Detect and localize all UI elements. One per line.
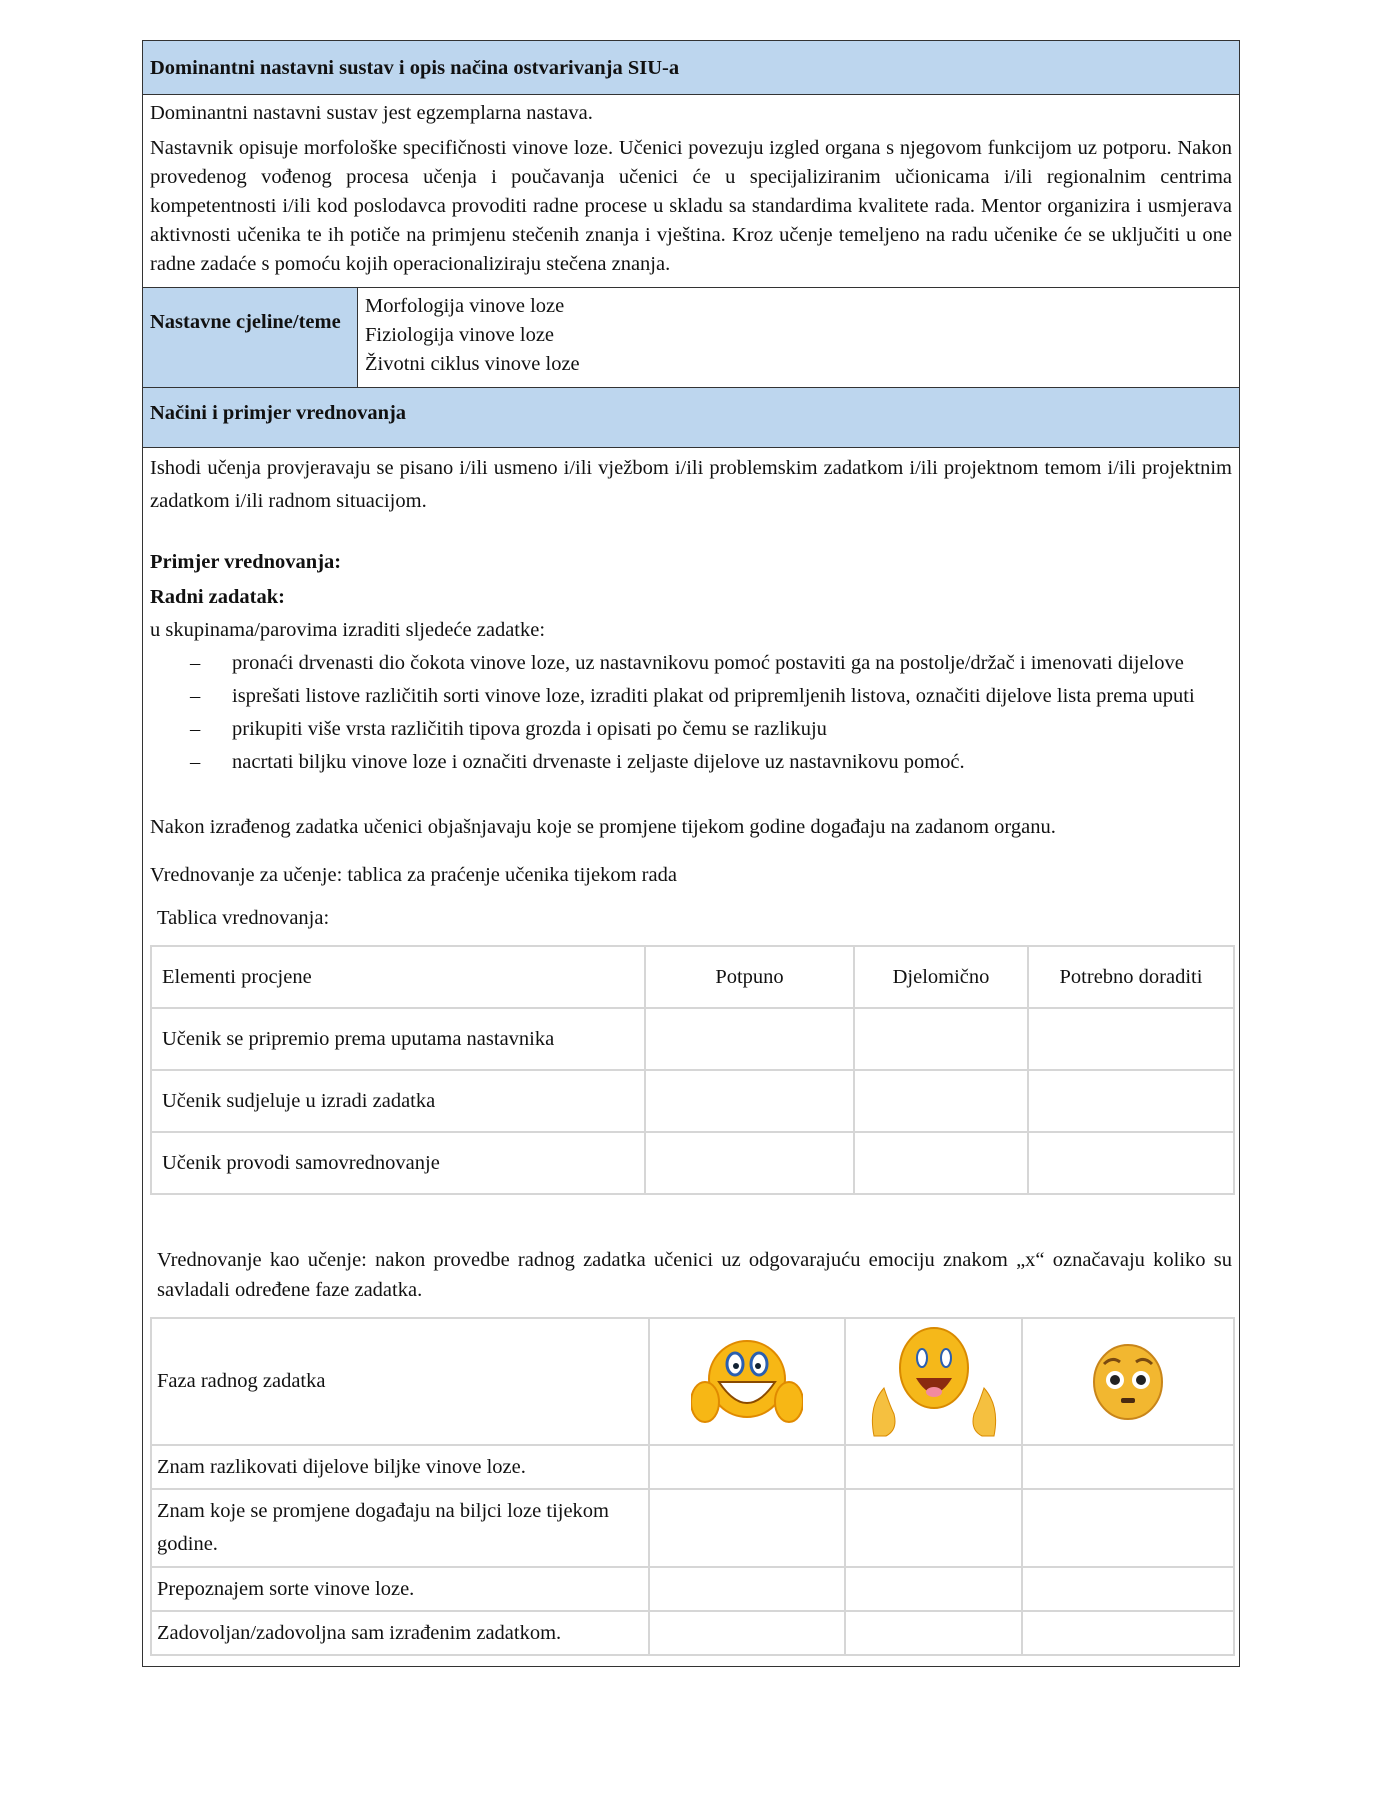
check-cell[interactable]	[1028, 1070, 1234, 1132]
column-header: Faza radnog zadatka	[151, 1318, 649, 1445]
assessment-table	[150, 945, 1235, 1195]
flushed-face-icon	[1090, 1342, 1166, 1422]
check-cell[interactable]	[645, 1132, 854, 1194]
mark-cell[interactable]	[649, 1445, 845, 1489]
units-label: Nastavne cjeline/teme	[143, 288, 358, 387]
eval-for-text: Vrednovanje za učenje: tablica za praćenje učenika tijekom rada	[150, 864, 677, 886]
mark-cell[interactable]	[845, 1445, 1022, 1489]
units-list	[358, 288, 587, 387]
check-cell[interactable]	[854, 1070, 1028, 1132]
task-item: – isprešati listove različitih sorti vinove loze, izraditi plakat od pripremljenih listova, označiti dijelove lista prema uputi	[190, 680, 1232, 713]
table-row	[151, 1070, 1234, 1132]
check-cell[interactable]	[854, 1132, 1028, 1194]
row-label: Zadovoljan/zadovoljna sam izrađenim zadatkom.	[151, 1611, 649, 1655]
column-header: Potpuno	[645, 946, 854, 1008]
mark-cell[interactable]	[845, 1567, 1022, 1611]
mark-cell[interactable]	[845, 1489, 1022, 1567]
self-assessment-table	[150, 1317, 1235, 1656]
happy-thumbs-up-icon	[864, 1326, 1004, 1438]
row-label: Znam razlikovati dijelove biljke vinove loze.	[151, 1445, 649, 1489]
task-item: – prikupiti više vrsta različitih tipova grozda i opisati po čemu se razlikuju	[190, 713, 1232, 746]
check-cell[interactable]	[1028, 1132, 1234, 1194]
table-caption: Tablica vrednovanja:	[157, 907, 330, 929]
column-header: Elementi procjene	[151, 946, 645, 1008]
example-heading: Primjer vrednovanja:	[150, 551, 342, 573]
column-header: Djelomično	[854, 946, 1028, 1008]
row-label: Znam koje se promjene događaju na biljci loze tijekom godine.	[151, 1489, 649, 1567]
units-row	[143, 288, 1239, 388]
mark-cell[interactable]	[649, 1489, 845, 1567]
table-row	[151, 1132, 1234, 1194]
table-row	[151, 1611, 1234, 1655]
check-cell[interactable]	[645, 1008, 854, 1070]
paragraph: Nastavnik opisuje morfološke specifičnosti vinove loze. Učenici povezuju izgled organa s njegovom funkcijom uz potporu. Nakon provedenog vođenog procesa učenja i poučavanja učenici će u specijaliziranim učionicama i/ili regionalnim centrima kompetentnosti i/ili kod poslodavca provoditi radne procese u skladu sa standardima kvalitete rada. Mentor organizira i usmjerava aktivnosti učenika te ih potiče na primjenu stečenih znanja i vještina. Kroz učenje temeljeno na radu učenike će se uključiti u one radne zadaće s pomoću kojih operacionaliziraju stečena znanja.	[150, 137, 1232, 275]
after-text: Nakon izrađenog zadatka učenici objašnjavaju koje se promjene tijekom godine događaju na zadanom organu.	[150, 816, 1056, 838]
mark-cell[interactable]	[845, 1611, 1022, 1655]
check-cell[interactable]	[854, 1008, 1028, 1070]
task-item: – nacrtati biljku vinove loze i označiti drvenaste i zeljaste dijelove uz nastavnikovu pomoć.	[190, 746, 1232, 779]
grinning-thumbs-up-icon	[691, 1334, 803, 1429]
table-header-row	[151, 1318, 1234, 1445]
row-label: Prepoznajem sorte vinove loze.	[151, 1567, 649, 1611]
section-title: Načini i primjer vrednovanja	[143, 388, 1239, 448]
row-label: Učenik sudjeluje u izradi zadatka	[151, 1070, 645, 1132]
unit-item: Životni ciklus vinove loze	[365, 353, 580, 375]
table-row	[151, 1008, 1234, 1070]
eval-as-text: Vrednovanje kao učenje: nakon provedbe radnog zadatka učenici uz odgovarajuću emociju znakom „x“ označavaju koliko su savladali određene faze zadatka.	[157, 1249, 1232, 1301]
mark-cell[interactable]	[649, 1611, 845, 1655]
task-item: – pronaći drvenasti dio čokota vinove loze, uz nastavnikovu pomoć postaviti ga na postolje/držač i imenovati dijelove	[190, 647, 1232, 680]
evaluation-section	[143, 448, 1239, 1666]
task-list	[190, 647, 1232, 779]
task-intro: u skupinama/parovima izraditi sljedeće zadatke:	[150, 619, 546, 641]
teaching-system-description	[143, 95, 1239, 288]
emoji-cell	[1022, 1318, 1234, 1445]
check-cell[interactable]	[1028, 1008, 1234, 1070]
intro-text: Ishodi učenja provjeravaju se pisano i/ili usmeno i/ili vježbom i/ili problemskim zadatkom i/ili projektnom temom i/ili projektnim zadatkom i/ili radnom situacijom.	[150, 457, 1232, 512]
mark-cell[interactable]	[1022, 1567, 1234, 1611]
mark-cell[interactable]	[1022, 1489, 1234, 1567]
mark-cell[interactable]	[1022, 1611, 1234, 1655]
row-label: Učenik se pripremio prema uputama nastavnika	[151, 1008, 645, 1070]
mark-cell[interactable]	[1022, 1445, 1234, 1489]
table-row	[151, 1489, 1234, 1567]
check-cell[interactable]	[645, 1070, 854, 1132]
curriculum-table	[142, 40, 1240, 1667]
table-row	[151, 1445, 1234, 1489]
emoji-cell	[845, 1318, 1022, 1445]
unit-item: Fiziologija vinove loze	[365, 324, 555, 346]
emoji-cell	[649, 1318, 845, 1445]
unit-item: Morfologija vinove loze	[365, 295, 565, 317]
table-row	[151, 1567, 1234, 1611]
column-header: Potrebno doraditi	[1028, 946, 1234, 1008]
task-heading: Radni zadatak:	[150, 586, 285, 608]
section-title: Dominantni nastavni sustav i opis načina ostvarivanja SIU-a	[143, 41, 1239, 95]
row-label: Učenik provodi samovrednovanje	[151, 1132, 645, 1194]
mark-cell[interactable]	[649, 1567, 845, 1611]
paragraph: Dominantni nastavni sustav jest egzemplarna nastava.	[150, 102, 593, 124]
table-header-row	[151, 946, 1234, 1008]
